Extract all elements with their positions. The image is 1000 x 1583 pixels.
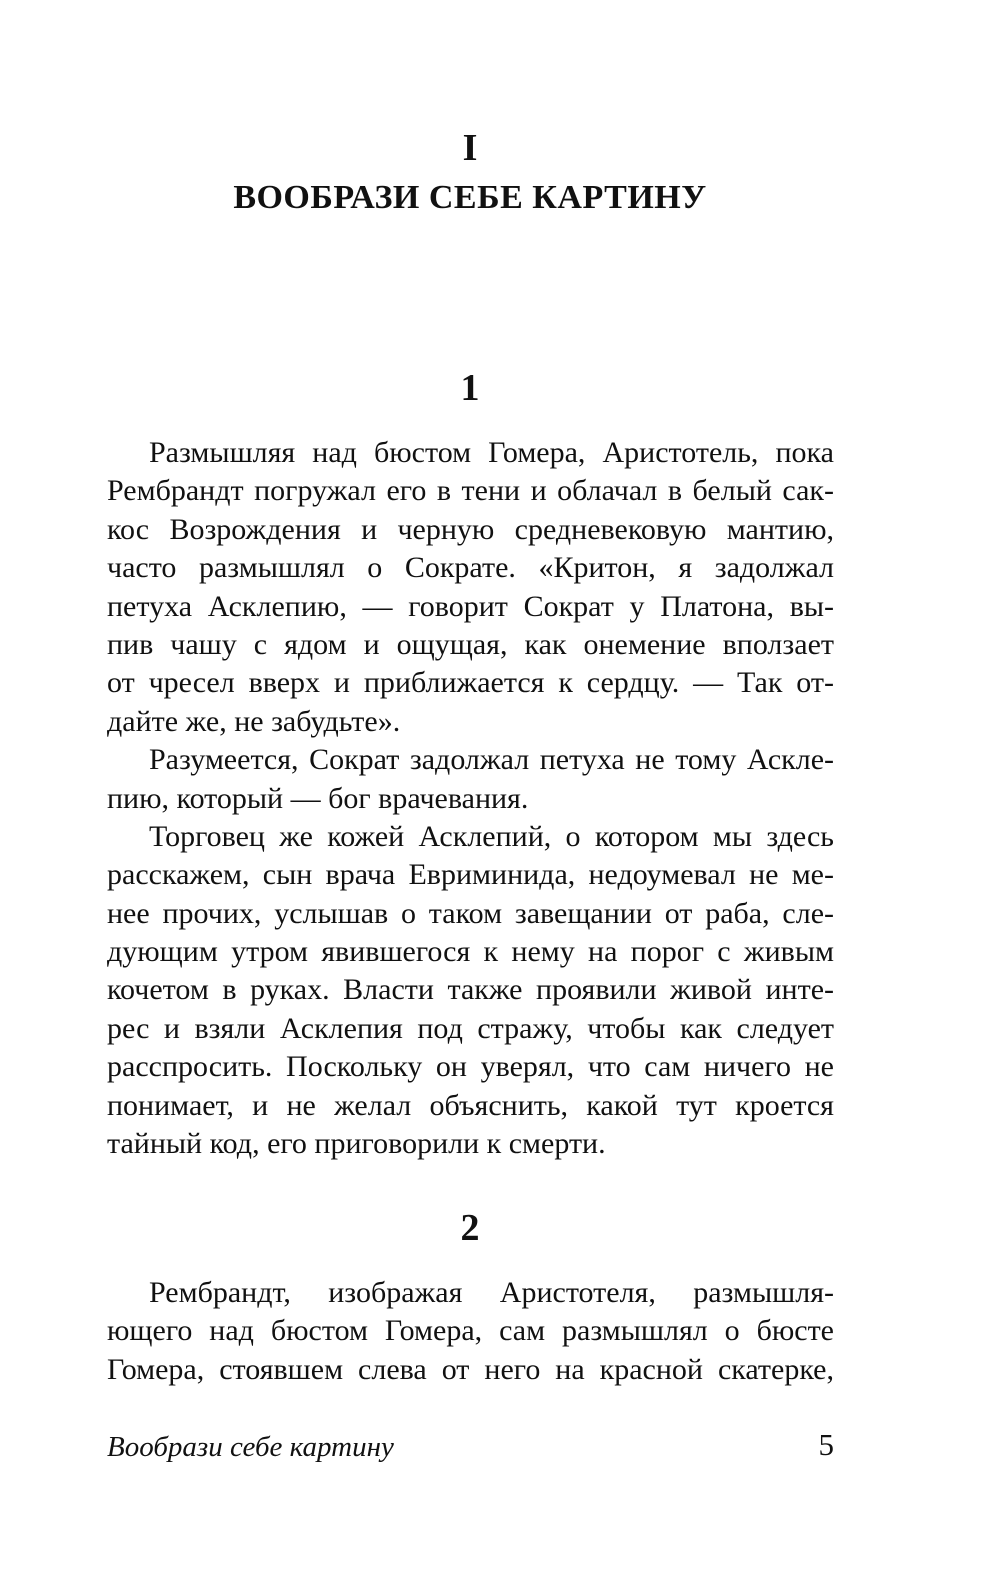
text-line: часто размышлял о Сократе. «Критон, я задолжал	[107, 551, 834, 585]
text-line: понимает, и не желал объяснить, какой тут кроется	[107, 1088, 834, 1122]
text-line: дующим утром явившегося к нему на порог с живым	[107, 935, 834, 969]
text-line: Торговец же кожей Асклепий, о котором мы здесь	[149, 819, 834, 853]
text-line: петуха Асклепию, — говорит Сократ у Платона, вы-	[107, 589, 834, 623]
text-line: тайный код, его приговорили к смерти.	[107, 1127, 606, 1161]
text-line: Рембрандт погружал его в тени и облачал в белый сак-	[107, 474, 834, 508]
chapter-number: I	[462, 127, 478, 169]
text-line: рес и взяли Асклепия под стражу, чтобы как следует	[107, 1011, 834, 1045]
text-line: нее прочих, услышав о таком завещании от раба, сле-	[107, 896, 834, 930]
text-line: расскажем, сын врача Евриминида, недоумевал не ме-	[107, 858, 834, 892]
text-line: дайте же, не забудьте».	[107, 704, 401, 738]
section-1-text	[107, 434, 834, 1163]
section-2-text	[107, 1274, 834, 1389]
running-footer-title: Вообрази себе картину	[107, 1431, 394, 1463]
text-line: кос Возрождения и черную средневековую мантию,	[107, 512, 834, 546]
text-line: расспросить. Поскольку он уверял, что сам ничего не	[107, 1050, 834, 1084]
section-number: 1	[460, 367, 480, 409]
text-line: пив чашу с ядом и ощущая, как онемение вползает	[107, 627, 834, 661]
section-number: 2	[460, 1207, 480, 1249]
text-line: Рембрандт, изображая Аристотеля, размышля-	[149, 1276, 834, 1309]
text-line: Гомера, стоявшем слева от него на красной скатерке,	[107, 1352, 834, 1386]
text-line: кочетом в руках. Власти также проявили живой инте-	[107, 973, 834, 1007]
text-line: Размышляя над бюстом Гомера, Аристотель, пока	[149, 436, 834, 469]
text-line: Разумеется, Сократ задолжал петуха не тому Аскле-	[149, 743, 834, 777]
text-line: пию, который — бог врачевания.	[107, 781, 529, 815]
page-number: 5	[818, 1427, 834, 1462]
text-line: от чресел вверх и приближается к сердцу. — Так от-	[107, 666, 834, 700]
text-line: ющего над бюстом Гомера, сам размышлял о бюсте	[107, 1314, 834, 1348]
chapter-title: ВООБРАЗИ СЕБЕ КАРТИНУ	[233, 179, 707, 216]
